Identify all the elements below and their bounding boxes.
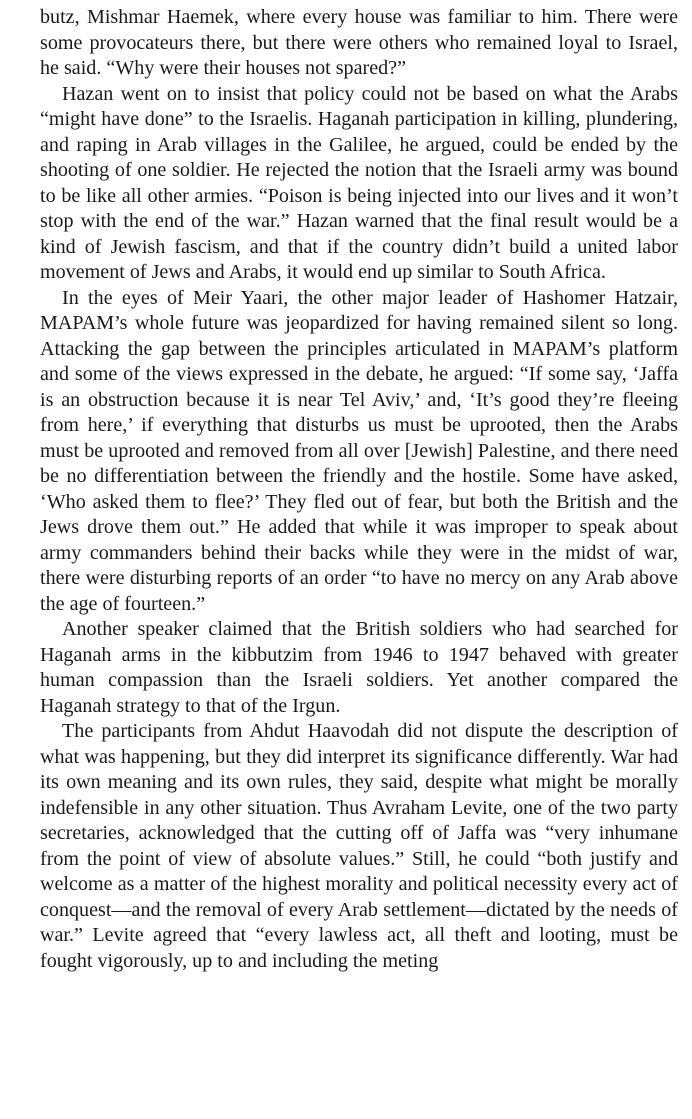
paragraph-3: In the eyes of Meir Yaari, the other major leader of Hashomer Hatzair, MAPAM’s whole future was jeopardized for having remained silent so long. Attacking the gap between the principles articulated in MAPAM’s platform and some of the views expressed in the debate, he argued: “If some say, ‘Jaffa is an obstruction because it is near Tel Aviv,’ and, ‘It’s good they’re fleeing from here,’ if everything that disturbs us must be uprooted, then the Arabs must be uprooted and removed from all over [Jewish] Palestine, and there need be no differentiation between the friendly and the hostile. Some have asked, ‘Who asked them to flee?’ They fled out of fear, but both the British and the Jews drove them out.” He added that while it was improper to speak about army commanders behind their backs while they were in the midst of war, there were disturbing reports of an order “to have no mercy on any Arab above the age of fourteen.” bbox=[40, 286, 678, 615]
paragraph-1: butz, Mishmar Haemek, where every house was familiar to him. There were some provocateurs there, but there were others who remained loyal to Israel, he said. “Why were their houses not spared?” bbox=[40, 6, 678, 79]
book-page bbox=[40, 5, 678, 974]
paragraph-4: Another speaker claimed that the British soldiers who had searched for Haganah arms in the kibbutzim from 1946 to 1947 behaved with greater human compassion than the Israeli soldiers. Yet another compared the Haganah strategy to that of the Irgun. bbox=[40, 618, 678, 717]
paragraph-2: Hazan went on to insist that policy could not be based on what the Arabs “might have done” to the Israelis. Haganah participation in killing, plundering, and raping in Arab villages in the Galilee, he argued, could be ended by the shooting of one soldier. He rejected the notion that the Israeli army was bound to be like all other armies. “Poison is being injected into our lives and it won’t stop with the end of the war.” Hazan warned that the final result would be a kind of Jewish fascism, and that if the country didn’t build a united labor movement of Jews and Arabs, it would end up similar to South Africa. bbox=[40, 82, 678, 283]
paragraph-5: The participants from Ahdut Haavodah did not dispute the description of what was happening, but they did interpret its significance differently. War had its own meaning and its own rules, they said, despite what might be morally indefensible in any other situation. Thus Avraham Levite, one of the two party secretaries, acknowledged that the cutting off of Jaffa was “very inhumane from the point of view of absolute values.” Still, he could “both justify and welcome as a matter of the highest morality and political necessity every act of conquest—and the removal of every Arab settlement—dictated by the needs of war.” Levite agreed that “every lawless act, all theft and looting, must be fought vigorously, up to and including the meting bbox=[40, 720, 678, 972]
